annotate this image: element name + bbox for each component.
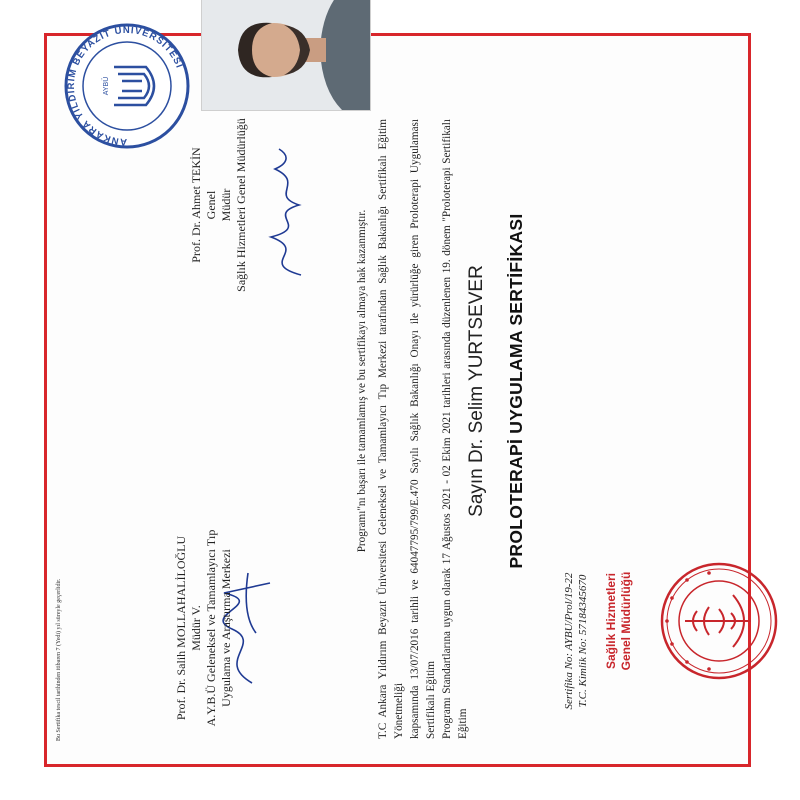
person-photo-icon <box>202 0 370 110</box>
recipient-name: Sayın Dr. Selim YURTSEVER <box>466 265 487 517</box>
signature-right-icon <box>249 141 324 281</box>
signatory-right-name: Prof. Dr. Ahmet TEKİN <box>189 147 203 263</box>
body-line-4: Programı"nı başarı ile tamamlamış ve bu sertifikayı almaya hak kazanmıştır. <box>356 209 368 553</box>
certificate-title: PROLOTERAPİ UYGULAMA SERTİFİKASI <box>506 213 526 569</box>
certificate-meta <box>562 521 590 761</box>
recipient-photo <box>201 0 371 111</box>
signatory-left <box>174 513 234 743</box>
university-seal-icon <box>62 21 192 151</box>
signatory-left-title: Müdür V. <box>189 605 203 651</box>
tc-identity-number: T.C. Kimlik No: 57184345670 <box>577 574 589 708</box>
university-seal-abbr: AYBÜ <box>103 76 110 96</box>
validity-footnote: Bu Sertifika tescil tarihinden itibaren 7 (Yedi) yıl süreyle geçerlidir. <box>56 578 62 741</box>
ministry-seal-icon <box>659 561 779 681</box>
certificate-content <box>54 23 754 751</box>
body-line-2: kapsamında 13/07/2016 tarihli ve 64047795/799/E.470 Sayılı Sağlık Bakanlığı Onayı ile yürürlüğe giren Proloterapi Uygulaması Sertifikalı Eğitim <box>409 119 437 739</box>
signatory-right <box>189 105 249 305</box>
issuer-name <box>604 551 634 691</box>
issuer-line-1: Sağlık Hizmetleri <box>604 572 618 670</box>
signatory-left-org-2: Uygulama ve Araştırma Merkezi <box>219 549 233 707</box>
signatory-left-org-1: A.Y.B.Ü Geleneksel ve Tamamlayıcı Tıp <box>204 529 218 727</box>
signatory-right-title-1: Genel <box>204 190 218 220</box>
body-line-1: T.C Ankara Yıldırım Beyazıt Üniversitesi Geleneksel ve Tamamlayıcı Tıp Merkezi tarafından Sağlık Bakanlığı Sertifikalı Eğitim Yönetmeliği <box>377 119 405 739</box>
certificate-body <box>375 119 471 739</box>
signatory-left-name: Prof. Dr. Salih MOLLAHALİLOĞLU <box>174 535 188 721</box>
signatory-right-title-2: Müdür <box>219 188 233 222</box>
certificate-number: Sertifika No: AYBU/Prol/19-22 <box>563 572 575 710</box>
body-line-3: Programı Standartlarına uygun olarak 17 Ağustos 2021 - 02 Ekim 2021 tarihleri arasında düzenlenen 19. dönem "Proloterapi Sertifikalı Eğitim <box>441 119 469 739</box>
university-seal-text: ANKARA YILDIRIM BEYAZIT ÜNİVERSİTESİ <box>65 24 185 148</box>
issuer-line-2: Genel Müdürlüğü <box>619 571 633 671</box>
signatory-right-org: Sağlık Hizmetleri Genel Müdürlüğü <box>234 118 248 292</box>
